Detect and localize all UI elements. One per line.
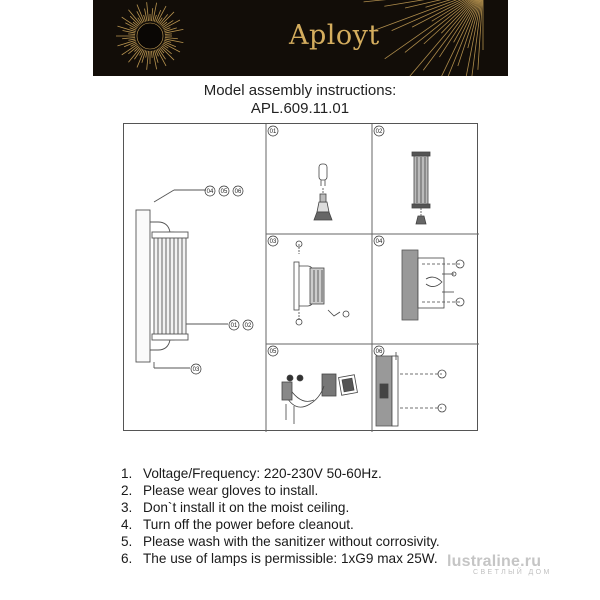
instruction-text: Don`t install it on the moist ceiling.	[143, 499, 350, 515]
instruction-item	[121, 483, 440, 500]
watermark-subtext: СВЕТЛЫЙ ДОМ	[473, 569, 552, 576]
instruction-item	[121, 551, 440, 568]
step-label: 03	[269, 239, 277, 245]
step-01-bulb-socket	[314, 164, 332, 220]
sun-ray	[161, 47, 174, 60]
instructions-list	[121, 466, 440, 567]
sun-ray	[134, 47, 139, 52]
instruction-item	[121, 534, 440, 551]
instruction-number: 5.	[121, 533, 133, 549]
instruction-item	[121, 517, 440, 534]
sun-ray	[128, 48, 140, 63]
instruction-text: Please wear gloves to install.	[143, 482, 319, 498]
instruction-number: 1.	[121, 466, 133, 481]
sun-ray	[122, 37, 135, 38]
callout-label: 01	[230, 323, 238, 329]
sun-ray	[147, 2, 149, 21]
brand-logo: Aployt	[289, 20, 380, 51]
instruction-number: 6.	[121, 550, 133, 566]
sun-ray	[163, 43, 180, 52]
sun-center-icon	[137, 23, 163, 49]
instruction-text: The use of lamps is permissible: 1xG9 max 25W.	[143, 550, 438, 566]
page-title: Model assembly instructions:	[203, 82, 397, 99]
step-label: 04	[375, 239, 383, 245]
sun-ray	[165, 34, 172, 35]
sun-ray	[470, 0, 483, 76]
instruction-number: 2.	[121, 482, 133, 498]
main-callouts	[191, 186, 253, 374]
step-02-glass-shade	[412, 152, 430, 224]
sun-ray	[160, 48, 164, 53]
callout-label: 04	[206, 189, 214, 195]
callout-label: 03	[192, 367, 200, 373]
sun-ray	[146, 51, 147, 58]
sun-ray	[122, 17, 138, 28]
step-label: 02	[375, 129, 383, 135]
step-label: 06	[375, 349, 383, 355]
assembly-diagram	[123, 123, 478, 431]
sun-ray	[153, 3, 157, 22]
instruction-text: Please wash with the sanitizer without corrosivity.	[143, 533, 440, 549]
step-label: 01	[269, 129, 277, 135]
sun-ray	[151, 8, 152, 21]
instruction-number: 3.	[121, 499, 133, 515]
step-03-side-assembly	[294, 241, 349, 325]
sun-ray	[128, 10, 140, 25]
instruction-text: Turn off the power before cleanout.	[143, 516, 354, 532]
watermark	[447, 553, 587, 576]
sun-ray	[128, 34, 135, 35]
brand-header	[93, 0, 508, 76]
instruction-text: Voltage/Frequency: 220-230V 50-60Hz.	[143, 466, 382, 481]
sun-ray	[162, 22, 167, 26]
instruction-number: 4.	[121, 516, 133, 532]
step-label: 05	[269, 349, 277, 355]
step-06-final-mount	[376, 352, 446, 426]
step-04-wall-mounting	[402, 250, 464, 320]
sun-ray	[153, 51, 157, 70]
sun-ray	[142, 50, 146, 62]
sun-ray	[122, 44, 138, 55]
sun-ray	[165, 29, 184, 33]
step-05-wiring	[282, 374, 357, 424]
sun-ray	[165, 37, 178, 38]
main-lamp-drawing	[136, 190, 228, 368]
sun-ray	[431, 0, 483, 76]
callout-label: 02	[244, 323, 252, 329]
sun-ray	[151, 51, 152, 58]
sun-ray	[165, 39, 184, 43]
instruction-item	[121, 466, 440, 483]
watermark-text: lustraline.ru	[447, 553, 542, 570]
callout-label: 06	[234, 189, 242, 195]
instruction-item	[121, 500, 440, 517]
sun-ray	[147, 51, 149, 70]
sun-ray	[161, 12, 174, 25]
model-number: APL.609.11.01	[250, 100, 350, 117]
callout-label: 05	[220, 189, 228, 195]
sun-ray	[128, 39, 135, 40]
sun-ray	[157, 6, 166, 23]
step-labels	[268, 126, 384, 356]
sun-ray	[133, 22, 138, 26]
